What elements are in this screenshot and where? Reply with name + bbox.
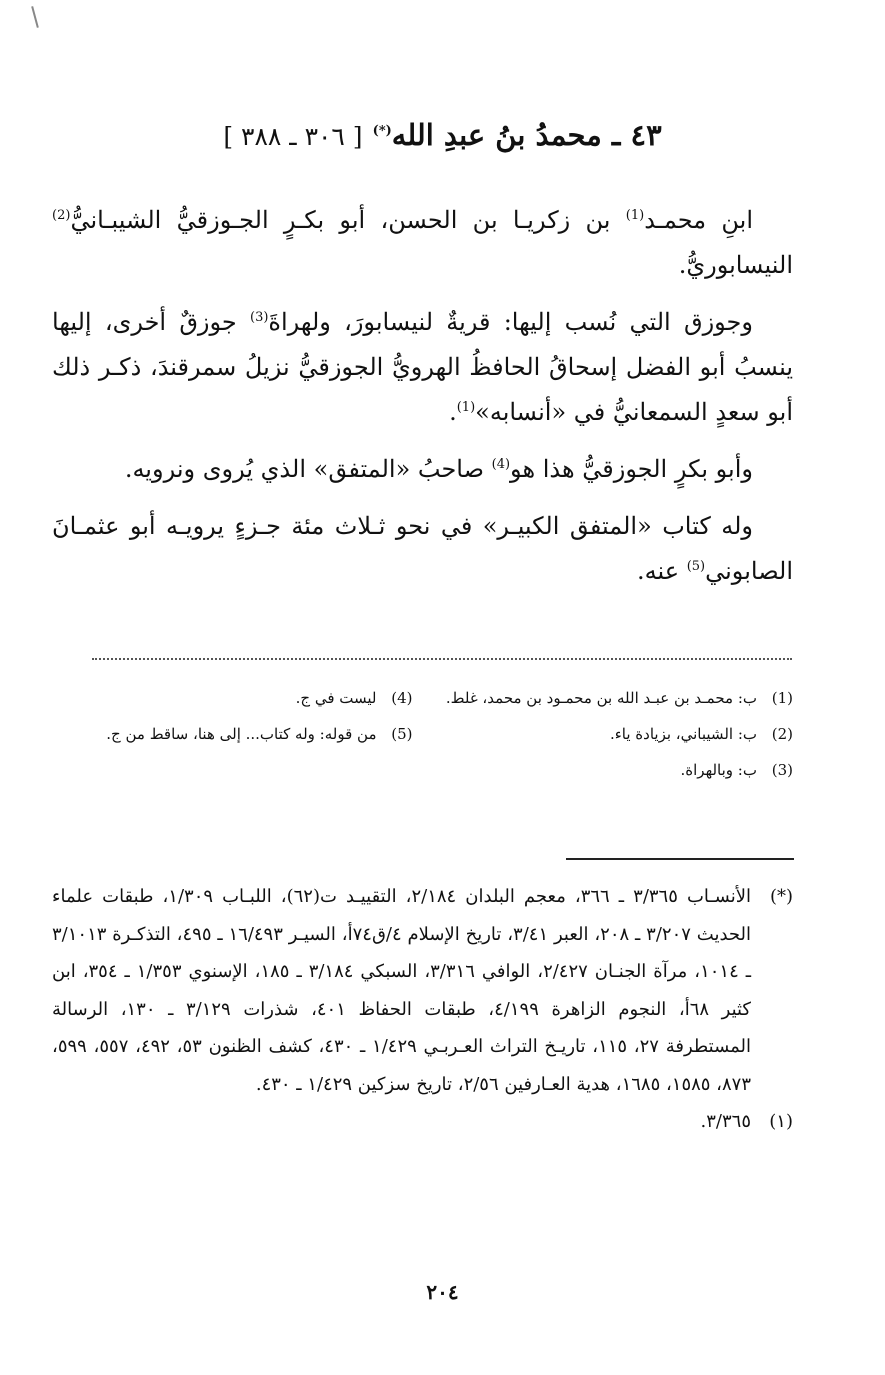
footnote-marker: (5)	[686, 559, 706, 574]
variant-note-number: (5)	[391, 725, 413, 743]
paragraph-text: النيسابوريُّ.	[678, 251, 793, 279]
entry-heading	[60, 118, 825, 152]
reference-note	[52, 878, 793, 1103]
entry-dates: [ ٣٠٦ ـ ٣٨٨ ]	[223, 122, 363, 151]
paragraph-text: وأبو بكرٍ الجوزقيُّ هذا هو	[510, 455, 753, 483]
paragraph-text: .	[449, 398, 457, 426]
entry-name: محمدُ بنُ عبدِ الله	[391, 118, 602, 152]
scan-mark	[31, 6, 39, 28]
heading-star-marker: (*)	[372, 123, 392, 139]
paragraph-text: بن زكريـا بن الحسن، أبو بكـرٍ الجـوزقيُّ الشيبـانيُّ	[70, 206, 626, 234]
variant-notes	[52, 680, 793, 788]
variant-note-text: ب: الشيباني، بزيادة ياء.	[609, 725, 757, 743]
reference-text: ٣/٣٦٥.	[700, 1111, 751, 1132]
paragraph-text: ابنِ محمـد	[644, 206, 753, 234]
reference-number: (١)	[769, 1111, 793, 1132]
variant-note-text: من قوله: وله كتاب... إلى هنا، ساقط من ج.	[106, 725, 377, 743]
variant-note	[52, 680, 413, 716]
paragraph-text: جوزقٌ أخرى، إليها ينسبُ أبو الفضل إسحاقُ الحافظُ الهرويُّ الجوزقيُّ نزيلُ سمرقندَ، ذكـر ذلك أبو سعدٍ السمعانيُّ في «أنسابه»	[52, 308, 793, 426]
variant-notes-left-column	[52, 680, 413, 788]
variant-note	[433, 716, 794, 752]
body-paragraph	[52, 198, 793, 288]
variant-note-number: (2)	[771, 725, 793, 743]
body-paragraph	[52, 504, 793, 594]
reference-note	[52, 1103, 793, 1141]
variant-note	[52, 716, 413, 752]
variant-note-text: ب: وبالهراة.	[680, 761, 757, 779]
variant-note	[433, 752, 794, 788]
footnote-rule	[566, 858, 794, 860]
main-text	[52, 198, 793, 606]
body-paragraph	[52, 300, 793, 435]
paragraph-text: عنه.	[637, 557, 687, 585]
heading-dash: ـ	[611, 118, 621, 152]
reference-number: (*)	[769, 886, 793, 907]
footnote-marker: (4)	[491, 457, 511, 472]
variant-note-number: (4)	[391, 689, 413, 707]
dotted-separator	[92, 658, 792, 660]
variant-note-text: ب: محمـد بن عبـد الله بن محمـود بن محمد، غلط.	[445, 689, 757, 707]
reference-text: الأنسـاب ٣/٣٦٥ ـ ٣٦٦، معجم البلدان ٢/١٨٤، التقييـد ت(٦٢)، اللبـاب ١/٣٠٩، طبقات علماء الحديث ٣/٢٠٧ ـ ٢٠٨، العبر ٣/٤١، تاريخ الإسلام ٤/ق٧٤أ، السيـر ١٦/٤٩٣ ـ ٤٩٥، التذكـرة ٣/١٠١٣ ـ ١٠١٤، مرآة الجنـان ٢/٤٢٧، الوافي ٣/٣١٦، السبكي ٣/١٨٤ ـ ١٨٥، الإسنوي ١/٣٥٣ ـ ٣٥٤، ابن كثير ٦٨أ، النجوم الزاهرة ٤/١٩٩، طبقات الحفاظ ٤٠١، شذرات ٣/١٢٩ ـ ١٣٠، الرسالة المستطرفة ٢٧، ١١٥، تاريـخ التراث العـربـي ١/٤٢٩ ـ ٤٣٠، كشف الظنون ٥٣، ٤٩٢، ٥٥٧، ٥٩٩، ٨٧٣، ١٥٨٥، ١٦٨٥، هدية العـارفين ٢/٥٦، تاريخ سزكين ١/٤٢٩ ـ ٤٣٠.	[52, 886, 752, 1095]
footnote-marker: (1)	[456, 400, 476, 415]
variant-notes-right-column	[433, 680, 794, 788]
footnote-marker: (3)	[249, 310, 269, 325]
body-paragraph	[52, 447, 793, 492]
paragraph-text: صاحبُ «المتفق» الذي يُروى ونرويه.	[124, 455, 492, 483]
variant-note-number: (1)	[771, 689, 793, 707]
page-number: ٢٠٤	[426, 1280, 459, 1304]
reference-footnotes	[52, 878, 793, 1141]
footnote-marker: (2)	[52, 208, 71, 223]
variant-note	[433, 680, 794, 716]
variant-note-number: (3)	[771, 761, 793, 779]
variant-note-text: ليست في ج.	[295, 689, 377, 707]
paragraph-text: وجوزق التي نُسب إليها: قريةٌ لنيسابورَ، ولهراةَ	[268, 308, 753, 336]
footnote-marker: (1)	[625, 208, 645, 223]
entry-number: ٤٣	[630, 118, 662, 152]
paragraph-text: وله كتاب «المتفق الكبيـر» في نحو ثـلاث مئة جـزءٍ يرويـه أبو عثمـانَ الصابوني	[52, 512, 793, 585]
